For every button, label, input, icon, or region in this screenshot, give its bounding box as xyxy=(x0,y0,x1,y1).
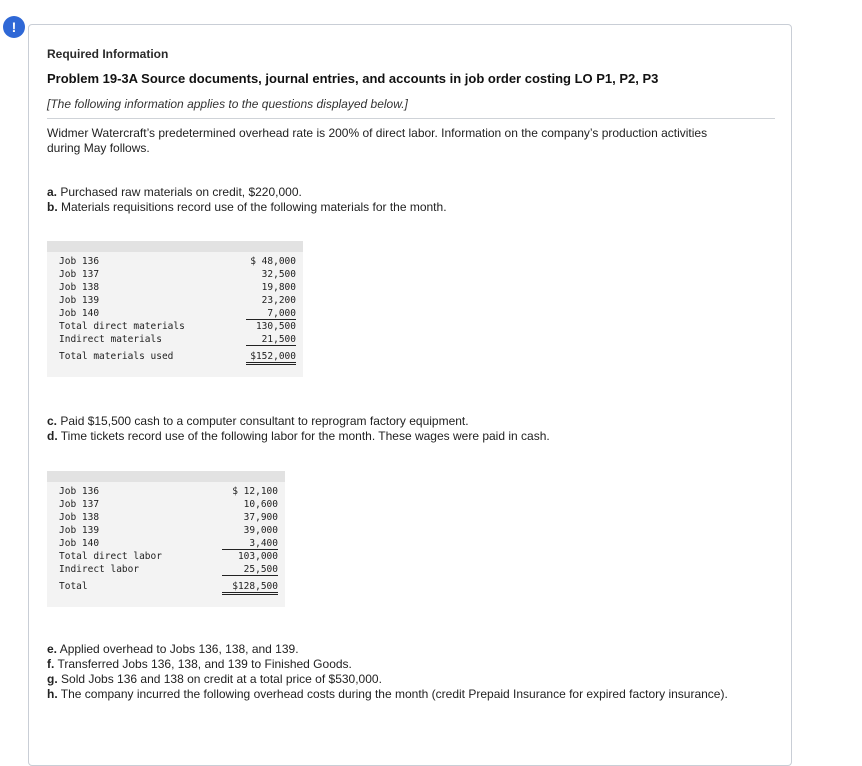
row-label: Indirect labor xyxy=(59,564,140,575)
table-row xyxy=(47,321,303,334)
item-h-text: The company incurred the following overhead costs during the month (credit Prepaid Insurance for expired factory insurance). xyxy=(60,687,728,701)
row-amount: $ 48,000 xyxy=(250,256,296,267)
row-amount: 39,000 xyxy=(243,525,278,536)
item-c-text: Paid $15,500 cash to a computer consultant to reprogram factory equipment. xyxy=(60,414,469,428)
table-row xyxy=(47,308,303,321)
item-f-text: Transferred Jobs 136, 138, and 139 to Finished Goods. xyxy=(57,657,352,671)
row-label: Total direct labor xyxy=(59,551,162,562)
materials-table-header xyxy=(47,241,303,252)
row-label: Total direct materials xyxy=(59,321,185,332)
item-g xyxy=(47,672,382,687)
row-amount: 21,500 xyxy=(246,334,296,346)
item-a-letter: a. xyxy=(47,185,58,199)
item-h xyxy=(47,687,747,702)
table-row xyxy=(47,538,285,551)
item-f-letter: f. xyxy=(47,657,55,671)
row-label: Job 138 xyxy=(59,282,100,293)
divider xyxy=(47,118,775,119)
table-row xyxy=(47,334,303,347)
table-row xyxy=(47,499,285,512)
row-label: Job 140 xyxy=(59,538,100,549)
required-information-heading: Required Information xyxy=(47,47,169,61)
item-e xyxy=(47,642,299,657)
table-row xyxy=(47,486,285,499)
row-amount: 19,800 xyxy=(261,282,296,293)
row-label: Job 136 xyxy=(59,256,100,267)
item-e-text: Applied overhead to Jobs 136, 138, and 139. xyxy=(59,642,299,656)
alert-icon: ! xyxy=(3,16,25,38)
labor-table xyxy=(47,471,285,607)
table-row xyxy=(47,551,285,564)
row-amount: 23,200 xyxy=(261,295,296,306)
item-a xyxy=(47,185,302,200)
problem-title: Problem 19-3A Source documents, journal entries, and accounts in job order costing LO P1, P2, P3 xyxy=(47,71,659,86)
table-row xyxy=(47,282,303,295)
item-g-text: Sold Jobs 136 and 138 on credit at a total price of $530,000. xyxy=(61,672,382,686)
item-e-letter: e. xyxy=(47,642,58,656)
table-row xyxy=(47,295,303,308)
intro-paragraph: Widmer Watercraft’s predetermined overhead rate is 200% of direct labor. Information on the company’s production activities during May follows. xyxy=(47,126,708,155)
table-row xyxy=(47,525,285,538)
row-amount: 32,500 xyxy=(261,269,296,280)
row-label: Job 137 xyxy=(59,269,100,280)
item-h-letter: h. xyxy=(47,687,58,701)
labor-table-header xyxy=(47,471,285,482)
item-f xyxy=(47,657,352,672)
row-label: Job 138 xyxy=(59,512,100,523)
row-amount: $152,000 xyxy=(246,351,296,365)
row-label: Job 140 xyxy=(59,308,100,319)
applies-note: [The following information applies to the questions displayed below.] xyxy=(47,97,408,111)
item-b-text: Materials requisitions record use of the following materials for the month. xyxy=(61,200,447,214)
table-row xyxy=(47,564,285,577)
table-row xyxy=(47,581,285,594)
table-row xyxy=(47,351,303,364)
item-a-text: Purchased raw materials on credit, $220,000. xyxy=(60,185,302,199)
item-d-letter: d. xyxy=(47,429,58,443)
row-label: Total xyxy=(59,581,88,592)
row-amount: 103,000 xyxy=(237,551,278,562)
item-d xyxy=(47,429,550,444)
question-card xyxy=(28,24,792,766)
row-amount: 25,500 xyxy=(222,564,278,576)
materials-table xyxy=(47,241,303,377)
row-label: Total materials used xyxy=(59,351,174,362)
row-label: Job 137 xyxy=(59,499,100,510)
table-row xyxy=(47,269,303,282)
row-label: Job 139 xyxy=(59,295,100,306)
item-c xyxy=(47,414,469,429)
row-amount: 130,500 xyxy=(255,321,296,332)
row-amount: 10,600 xyxy=(243,499,278,510)
item-b xyxy=(47,200,447,215)
row-label: Indirect materials xyxy=(59,334,162,345)
table-row xyxy=(47,256,303,269)
row-amount: $128,500 xyxy=(222,581,278,595)
row-amount: 3,400 xyxy=(222,538,278,550)
row-label: Job 136 xyxy=(59,486,100,497)
item-d-text: Time tickets record use of the following labor for the month. These wages were paid in cash. xyxy=(60,429,550,443)
row-amount: 37,900 xyxy=(243,512,278,523)
row-label: Job 139 xyxy=(59,525,100,536)
row-amount: 7,000 xyxy=(246,308,296,320)
row-amount: $ 12,100 xyxy=(232,486,278,497)
item-g-letter: g. xyxy=(47,672,58,686)
item-b-letter: b. xyxy=(47,200,58,214)
item-c-letter: c. xyxy=(47,414,58,428)
table-row xyxy=(47,512,285,525)
